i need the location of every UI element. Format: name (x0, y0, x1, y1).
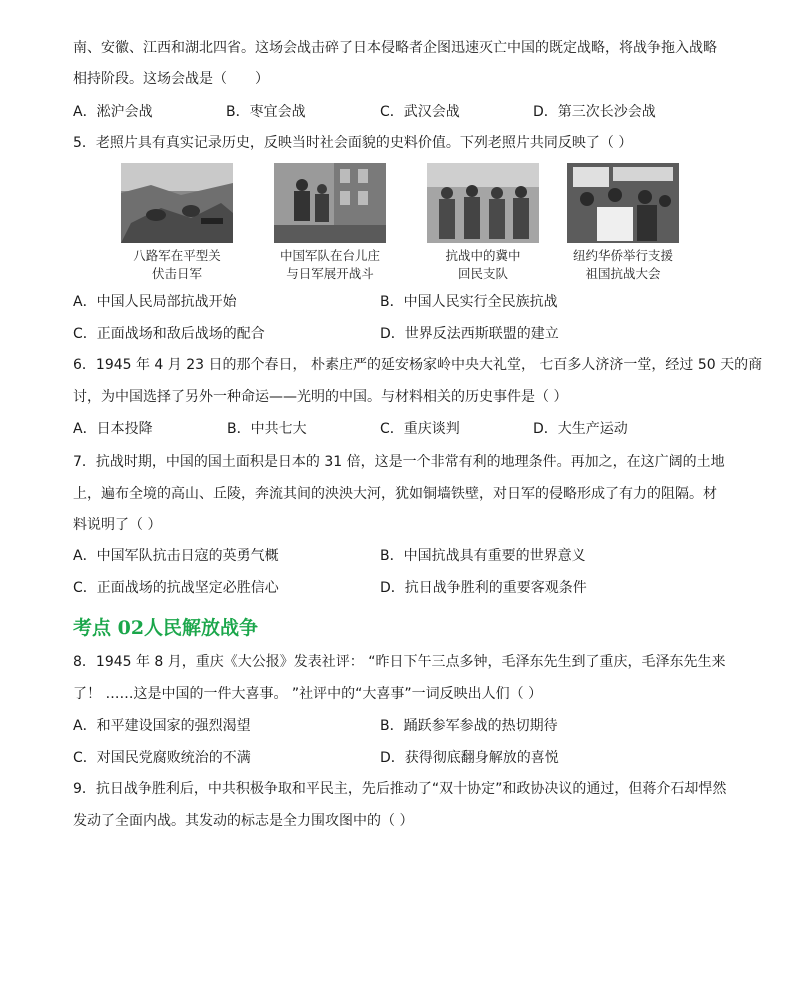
q4-option-c: C．武汉会战 (380, 104, 460, 120)
q5-option-a: A．中国人民局部抗战开始 (73, 294, 237, 310)
q4-stem-line-1: 南、安徽、江西和湖北四省。这场会战击碎了日本侵略者企图迅速灭亡中国的既定战略，将战争拖入战略 (73, 40, 717, 56)
photo-taierzhuang (274, 163, 386, 243)
q6-option-d: D．大生产运动 (533, 421, 628, 437)
q8-option-c: C．对国民党腐败统治的不满 (73, 750, 251, 766)
q5-stem: 5．老照片具有真实记录历史，反映当时社会面貌的史料价值。下列老照片共同反映了（ ） (73, 135, 633, 151)
q6-option-c: C．重庆谈判 (380, 421, 460, 437)
photo-caption-1 (102, 247, 252, 283)
q4-stem-line-2: 相持阶段。这场会战是（ ） (73, 71, 269, 87)
photo-caption-1-line-2: 伏击日军 (151, 266, 202, 281)
section-title: 考点 02人民解放战争 (73, 617, 259, 639)
q9-stem-line-2: 发动了全面内战。其发动的标志是全力围攻图中的（ ） (73, 813, 414, 829)
photo-caption-2-line-1: 中国军队在台儿庄 (279, 248, 380, 263)
photo-caption-3 (408, 247, 558, 283)
q6-option-a: A．日本投降 (73, 421, 153, 437)
q8-stem-line-2: 了！ ……这是中国的一件大喜事。 ”社评中的“大喜事”一词反映出人们（ ） (73, 686, 543, 702)
q9-stem-line-1: 9．抗日战争胜利后，中共积极争取和平民主，先后推动了“双十协定”和政协决议的通过，但蒋介石却悍然 (73, 781, 727, 797)
photo-caption-2-line-2: 与日军展开战斗 (286, 266, 374, 281)
q4-option-b: B．枣宜会战 (226, 104, 306, 120)
q4-option-d: D．第三次长沙会战 (533, 104, 656, 120)
q8-stem-line-1: 8．1945 年 8 月，重庆《大公报》发表社评： “昨日下午三点多钟，毛泽东先生到了重庆，毛泽东先生来 (73, 654, 726, 670)
q7-option-c: C．正面战场的抗战坚定必胜信心 (73, 580, 279, 596)
q7-stem-line-1: 7．抗战时期，中国的国土面积是日本的 31 倍，这是一个非常有利的地理条件。再加之，在这广阔的土地 (73, 454, 725, 470)
photo-caption-4-line-1: 纽约华侨举行支援 (572, 248, 673, 263)
photo-caption-1-line-1: 八路军在平型关 (133, 248, 221, 263)
q6-option-b: B．中共七大 (227, 421, 307, 437)
q5-option-c: C．正面战场和敌后战场的配合 (73, 326, 265, 342)
photo-new-york-rally (567, 163, 679, 243)
q6-stem-line-2: 讨，为中国选择了另外一种命运——光明的中国。与材料相关的历史事件是（ ） (73, 389, 568, 405)
photo-caption-4 (548, 247, 698, 283)
photo-jizhong-huimin (427, 163, 539, 243)
photo-caption-3-line-1: 抗战中的冀中 (445, 248, 521, 263)
photo-pingxingguan (121, 163, 233, 243)
photo-caption-2 (255, 247, 405, 283)
q7-option-a: A．中国军队抗击日寇的英勇气概 (73, 548, 279, 564)
q8-option-d: D．获得彻底翻身解放的喜悦 (380, 750, 559, 766)
q5-option-d: D．世界反法西斯联盟的建立 (380, 326, 559, 342)
q7-option-b: B．中国抗战具有重要的世界意义 (380, 548, 586, 564)
q8-option-b: B．踊跃参军参战的热切期待 (380, 718, 558, 734)
q8-option-a: A．和平建设国家的强烈渴望 (73, 718, 251, 734)
q5-option-b: B．中国人民实行全民族抗战 (380, 294, 558, 310)
photo-caption-4-line-2: 祖国抗战大会 (585, 266, 661, 281)
q7-stem-line-3: 料说明了（ ） (73, 517, 162, 533)
q6-stem-line-1: 6．1945 年 4 月 23 日的那个春日， 朴素庄严的延安杨家岭中央大礼堂， 七百多人济济一堂，经过 50 天的商 (73, 357, 763, 373)
q7-stem-line-2: 上，遍布全境的高山、丘陵，奔流其间的泱泱大河，犹如铜墙铁壁，对日军的侵略形成了有力的阻隔。材 (73, 486, 717, 502)
q4-option-a: A．淞沪会战 (73, 104, 153, 120)
photo-caption-3-line-2: 回民支队 (457, 266, 508, 281)
q7-option-d: D．抗日战争胜利的重要客观条件 (380, 580, 587, 596)
